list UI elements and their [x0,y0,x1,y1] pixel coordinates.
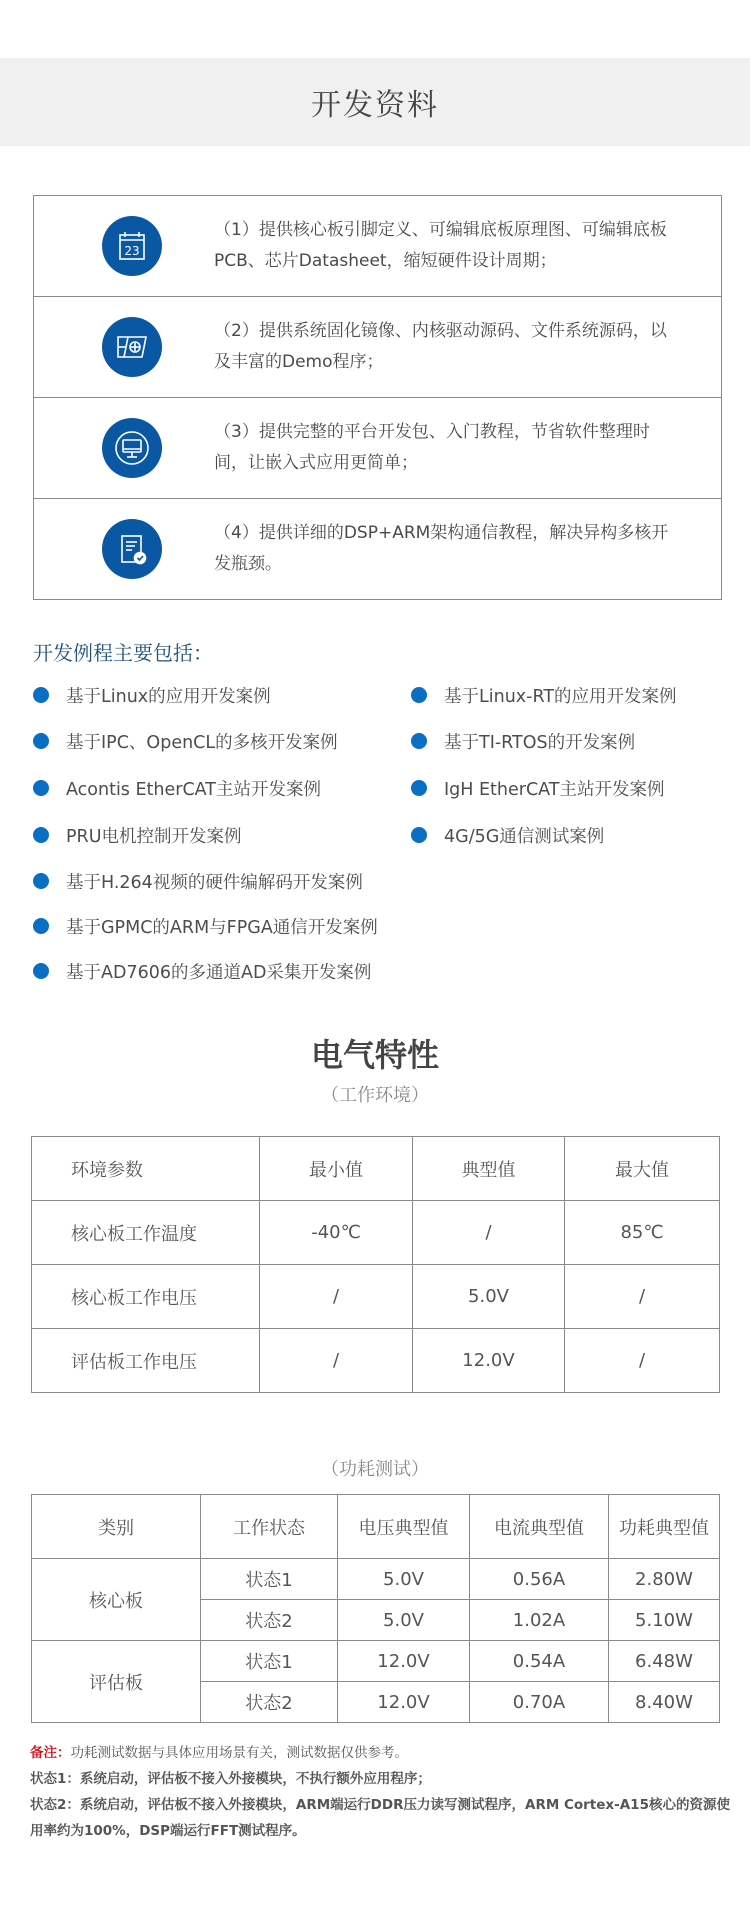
col-header: 环境参数 [32,1137,260,1201]
table-cell: 85℃ [565,1201,720,1265]
table-cell: / [565,1265,720,1329]
table-cell: 状态2 [201,1682,338,1723]
col-header: 最大值 [565,1137,720,1201]
bullet-icon [33,963,49,979]
table-cell: 12.0V [338,1682,470,1723]
bullet-icon [33,873,49,889]
table-row [32,1329,720,1393]
page-title: 开发资料 [311,88,439,123]
bullet-icon [411,780,427,796]
table-cell: 12.0V [338,1641,470,1682]
note-state2 [30,1792,730,1844]
section-header-band [0,58,750,146]
notes-block [30,1740,730,1844]
calendar-icon [102,216,162,276]
bullet-icon [33,918,49,934]
list-item: 4G/5G通信测试案例 [411,820,604,850]
bullet-icon [411,827,427,843]
table-cell: 2.80W [609,1559,720,1600]
table-header-row [32,1495,720,1559]
section-title-electrical: 电气特性 [310,1036,439,1074]
list-item: 基于TI-RTOS的开发案例 [411,726,635,756]
col-header: 典型值 [413,1137,565,1201]
power-table [31,1494,720,1723]
svg-text:23: 23 [124,244,140,258]
table-row [32,1201,720,1265]
power-subtitle: （功耗测试） [321,1459,429,1480]
env-table [31,1136,720,1393]
bullet-icon [33,733,49,749]
feature-text: （2）提供系统固化镜像、内核驱动源码、文件系统源码，以及丰富的Demo程序； [214,321,667,372]
table-cell: 0.70A [470,1682,609,1723]
table-header-row [32,1137,720,1201]
table-cell: 1.02A [470,1600,609,1641]
list-item: Acontis EtherCAT主站开发案例 [33,773,321,803]
document-check-icon [102,519,162,579]
remark-label: 备注： [30,1745,71,1761]
table-cell: 5.0V [338,1559,470,1600]
list-item: 基于GPMC的ARM与FPGA通信开发案例 [33,911,378,941]
note-state1 [30,1766,730,1792]
table-cell: 评估板工作电压 [32,1329,260,1393]
category-cell: 评估板 [32,1641,201,1723]
col-header: 电流典型值 [470,1495,609,1559]
col-header: 类别 [32,1495,201,1559]
state1-label: 状态1： [30,1771,80,1787]
table-cell: / [565,1329,720,1393]
monitor-icon [102,418,162,478]
col-header: 电压典型值 [338,1495,470,1559]
table-cell: 6.48W [609,1641,720,1682]
table-cell: -40℃ [260,1201,413,1265]
table-row [32,1641,720,1682]
bullet-icon [33,687,49,703]
table-row [32,1559,720,1600]
system-image-icon [102,317,162,377]
col-header: 最小值 [260,1137,413,1201]
table-cell: 0.54A [470,1641,609,1682]
feature-text: （1）提供核心板引脚定义、可编辑底板原理图、可编辑底板PCB、芯片Datasheet，缩短硬件设计周期； [214,220,667,271]
category-cell: 核心板 [32,1559,201,1641]
bullet-icon [33,827,49,843]
list-item: 基于Linux-RT的应用开发案例 [411,680,677,710]
remark-text: 功耗测试数据与具体应用场景有关，测试数据仅供参考。 [70,1745,408,1761]
table-cell: 核心板工作温度 [32,1201,260,1265]
bullet-icon [33,780,49,796]
state1-text: 系统启动，评估板不接入外接模块，不执行额外应用程序； [79,1771,431,1787]
feature-text: （4）提供详细的DSP+ARM架构通信教程，解决异构多核开发瓶颈。 [214,523,669,574]
feature-row [34,297,721,398]
table-cell: / [260,1329,413,1393]
feature-row [34,398,721,499]
col-header: 功耗典型值 [609,1495,720,1559]
table-cell: 5.0V [413,1265,565,1329]
col-header: 工作状态 [201,1495,338,1559]
table-cell: 状态2 [201,1600,338,1641]
dev-resources-box [33,195,722,600]
list-item: 基于H.264视频的硬件编解码开发案例 [33,866,363,896]
table-cell: 核心板工作电压 [32,1265,260,1329]
table-cell: 12.0V [413,1329,565,1393]
list-item: 基于AD7606的多通道AD采集开发案例 [33,956,371,986]
env-subtitle: （工作环境） [321,1085,429,1106]
list-item: 基于Linux的应用开发案例 [33,680,271,710]
table-cell: 0.56A [470,1559,609,1600]
state2-text: 系统启动，评估板不接入外接模块，ARM端运行DDR压力读写测试程序，ARM Cortex-A15核心的资源使用率约为100%，DSP端运行FFT测试程序。 [30,1797,730,1839]
bullet-icon [411,687,427,703]
table-cell: 状态1 [201,1641,338,1682]
feature-row [34,196,721,297]
table-cell: 5.10W [609,1600,720,1641]
examples-heading: 开发例程主要包括： [33,641,213,665]
list-item: IgH EtherCAT主站开发案例 [411,773,664,803]
note-remark [30,1740,730,1766]
feature-text: （3）提供完整的平台开发包、入门教程，节省软件整理时间，让嵌入式应用更简单； [214,422,650,473]
table-cell: 5.0V [338,1600,470,1641]
list-item: 基于IPC、OpenCL的多核开发案例 [33,726,338,756]
table-cell: / [260,1265,413,1329]
table-row [32,1265,720,1329]
list-item: PRU电机控制开发案例 [33,820,242,850]
table-cell: 状态1 [201,1559,338,1600]
feature-row [34,499,721,599]
table-cell: / [413,1201,565,1265]
table-cell: 8.40W [609,1682,720,1723]
state2-label: 状态2： [30,1797,80,1813]
bullet-icon [411,733,427,749]
